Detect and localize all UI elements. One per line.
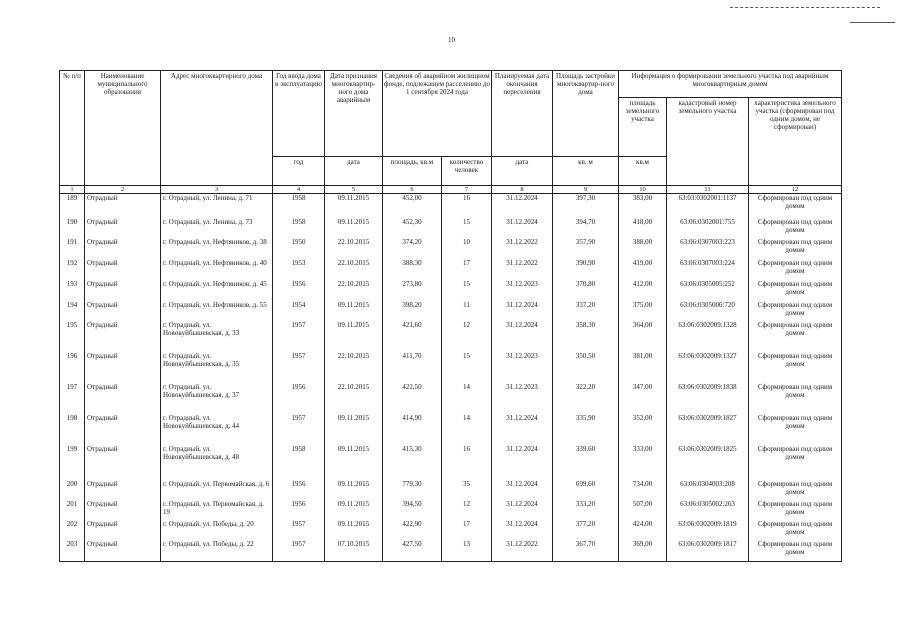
- row-municipality: Отрадный: [85, 301, 161, 321]
- row-year: 1957: [273, 520, 325, 540]
- page-number: 10: [448, 36, 455, 44]
- row-end-date: 31.12.2024: [492, 321, 553, 352]
- row-characteristic: Сформирован под одним домом: [749, 352, 842, 383]
- row-cadastral: 63:06:0302001:755: [667, 218, 749, 238]
- row-area: 422,90: [383, 520, 442, 540]
- row-people: 15: [442, 352, 492, 383]
- row-cadastral: 63:06:0305006:720: [667, 301, 749, 321]
- row-people: 11: [442, 301, 492, 321]
- row-number: 196: [60, 352, 85, 383]
- colnum: 1: [60, 186, 85, 194]
- colnum: 6: [383, 186, 442, 194]
- row-number: 200: [60, 480, 85, 500]
- row-date: 22.10.2015: [325, 259, 383, 280]
- row-people: 14: [442, 383, 492, 414]
- row-people: 12: [442, 500, 492, 520]
- row-area: 452,30: [383, 218, 442, 238]
- row-end-date: 31.12.2024: [492, 218, 553, 238]
- row-area: 388,30: [383, 259, 442, 280]
- table-row: [60, 194, 842, 218]
- row-address: г. Отрадный, ул. Победы, д. 22: [161, 540, 273, 562]
- row-number: 203: [60, 540, 85, 562]
- row-municipality: Отрадный: [85, 280, 161, 301]
- row-address: г. Отрадный, ул. Первомайская, д. 19: [161, 500, 273, 520]
- row-date: 22.10.2015: [325, 352, 383, 383]
- row-municipality: Отрадный: [85, 238, 161, 259]
- row-municipality: Отрадный: [85, 480, 161, 500]
- table-row: [60, 301, 842, 321]
- row-characteristic: Сформирован под одним домом: [749, 500, 842, 520]
- colnum: 12: [749, 186, 842, 194]
- row-address: г. Отрадный, ул. Ленина, д. 71: [161, 194, 273, 218]
- row-municipality: Отрадный: [85, 383, 161, 414]
- row-characteristic: Сформирован под одним домом: [749, 321, 842, 352]
- row-date: 09.11.2015: [325, 414, 383, 445]
- row-cadastral: 63:06:0302009:1825: [667, 445, 749, 480]
- row-area: 273,80: [383, 280, 442, 301]
- row-municipality: Отрадный: [85, 352, 161, 383]
- row-date: 09.11.2015: [325, 520, 383, 540]
- row-cadastral: 63:06:0302009:1327: [667, 352, 749, 383]
- row-year: 1958: [273, 445, 325, 480]
- row-end-date: 31.12.2024: [492, 301, 553, 321]
- unit-people: количество человек: [442, 157, 492, 186]
- row-people: 15: [442, 218, 492, 238]
- row-address: г. Отрадный, ул. Нефтяников, д. 55: [161, 301, 273, 321]
- row-municipality: Отрадный: [85, 540, 161, 562]
- table-row: [60, 414, 842, 445]
- row-cadastral: 63:06:0307003:224: [667, 259, 749, 280]
- row-date: 07.10.2015: [325, 540, 383, 562]
- row-year: 1957: [273, 414, 325, 445]
- table-row: [60, 280, 842, 301]
- row-build-area: 390,90: [553, 259, 619, 280]
- row-land-area: 352,00: [619, 414, 667, 445]
- row-area: 411,70: [383, 352, 442, 383]
- row-address: г. Отрадный, ул. Победы, д. 20: [161, 520, 273, 540]
- row-cadastral: 63:06:0302009:1817: [667, 540, 749, 562]
- row-area: 779,30: [383, 480, 442, 500]
- row-build-area: 357,90: [553, 238, 619, 259]
- row-number: 189: [60, 194, 85, 218]
- row-land-area: 419,00: [619, 259, 667, 280]
- row-number: 197: [60, 383, 85, 414]
- row-area: 452,00: [383, 194, 442, 218]
- row-land-area: 418,00: [619, 218, 667, 238]
- row-land-area: 383,00: [619, 194, 667, 218]
- row-end-date: 31.12.2024: [492, 500, 553, 520]
- row-people: 16: [442, 445, 492, 480]
- row-end-date: 31.12.2024: [492, 445, 553, 480]
- row-year: 1950: [273, 238, 325, 259]
- header-end-date: Планируемая дата окончания переселения: [492, 71, 553, 157]
- row-area: 374,20: [383, 238, 442, 259]
- row-cadastral: 63:06:0305005:252: [667, 280, 749, 301]
- row-number: 198: [60, 414, 85, 445]
- colnum: 3: [161, 186, 273, 194]
- row-date: 09.11.2015: [325, 480, 383, 500]
- row-year: 1958: [273, 218, 325, 238]
- row-land-area: 333,00: [619, 445, 667, 480]
- row-build-area: 322,20: [553, 383, 619, 414]
- row-characteristic: Сформирован под одним домом: [749, 238, 842, 259]
- colnum: 11: [667, 186, 749, 194]
- row-build-area: 699,60: [553, 480, 619, 500]
- row-end-date: 31.12.2022: [492, 259, 553, 280]
- row-build-area: 377,20: [553, 520, 619, 540]
- unit-build-area: кв. м: [553, 157, 619, 186]
- row-end-date: 31.12.2024: [492, 194, 553, 218]
- row-area: 422,50: [383, 383, 442, 414]
- row-year: 1956: [273, 383, 325, 414]
- row-date: 09.11.2015: [325, 194, 383, 218]
- header-emergency-fund: Сведения об аварийном жилищном фонде, подлежащем расселению до 1 сентября 2024 года: [383, 71, 492, 157]
- row-people: 14: [442, 414, 492, 445]
- row-end-date: 31.12.2024: [492, 520, 553, 540]
- row-date: 09.11.2015: [325, 500, 383, 520]
- table-row: [60, 218, 842, 238]
- row-build-area: 370,80: [553, 280, 619, 301]
- row-area: 427,50: [383, 540, 442, 562]
- row-date: 22.10.2015: [325, 280, 383, 301]
- row-municipality: Отрадный: [85, 520, 161, 540]
- row-address: г. Отрадный, ул. Новокуйбышевская, д. 33: [161, 321, 273, 352]
- row-characteristic: Сформирован под одним домом: [749, 445, 842, 480]
- row-people: 35: [442, 480, 492, 500]
- row-area: 394,50: [383, 500, 442, 520]
- header-land-area: площадь земельного участка: [619, 98, 667, 157]
- header-land-info: Информация о формировании земельного участка под аварийным многоквартирным домом: [619, 71, 842, 98]
- row-people: 16: [442, 194, 492, 218]
- table-row: [60, 383, 842, 414]
- row-cadastral: 63:06:0307003:223: [667, 238, 749, 259]
- row-number: 199: [60, 445, 85, 480]
- row-characteristic: Сформирован под одним домом: [749, 414, 842, 445]
- row-number: 201: [60, 500, 85, 520]
- row-land-area: 734,00: [619, 480, 667, 500]
- colnum: 7: [442, 186, 492, 194]
- unit-area: площадь, кв.м: [383, 157, 442, 186]
- row-end-date: 31.12.2024: [492, 480, 553, 500]
- row-date: 22.10.2015: [325, 238, 383, 259]
- row-cadastral: 63:06:0302009:1827: [667, 414, 749, 445]
- row-year: 1957: [273, 352, 325, 383]
- top-rule-short: [850, 22, 895, 23]
- row-number: 202: [60, 520, 85, 540]
- row-municipality: Отрадный: [85, 218, 161, 238]
- table-row: [60, 445, 842, 480]
- top-rule: [730, 7, 880, 8]
- unit-land-area: кв.м: [619, 157, 667, 186]
- colnum: 9: [553, 186, 619, 194]
- row-build-area: 358,30: [553, 321, 619, 352]
- row-land-area: 507,00: [619, 500, 667, 520]
- colnum: 4: [273, 186, 325, 194]
- row-area: 414,90: [383, 414, 442, 445]
- row-number: 195: [60, 321, 85, 352]
- row-characteristic: Сформирован под одним домом: [749, 259, 842, 280]
- row-area: 398,20: [383, 301, 442, 321]
- row-number: 190: [60, 218, 85, 238]
- row-characteristic: Сформирован под одним домом: [749, 280, 842, 301]
- row-characteristic: Сформирован под одним домом: [749, 194, 842, 218]
- table-row: [60, 259, 842, 280]
- row-characteristic: Сформирован под одним домом: [749, 301, 842, 321]
- unit-year: год: [273, 157, 325, 186]
- row-cadastral: 63:06:0302009:1819: [667, 520, 749, 540]
- row-cadastral: 63:03:0302001:1137: [667, 194, 749, 218]
- row-build-area: 337,20: [553, 301, 619, 321]
- table-body: [60, 194, 842, 562]
- header-address: Адрес многоквартирного дома: [161, 71, 273, 186]
- row-build-area: 367,70: [553, 540, 619, 562]
- row-area: 415,30: [383, 445, 442, 480]
- row-number: 193: [60, 280, 85, 301]
- header-cadastral: кадастровый номер земельного участка: [667, 98, 749, 186]
- row-year: 1957: [273, 540, 325, 562]
- row-end-date: 31.12.2023: [492, 383, 553, 414]
- row-cadastral: 63:06:0305002:263: [667, 500, 749, 520]
- row-municipality: Отрадный: [85, 194, 161, 218]
- row-end-date: 31.12.2022: [492, 238, 553, 259]
- table-row: [60, 500, 842, 520]
- row-year: 1956: [273, 500, 325, 520]
- row-people: 13: [442, 540, 492, 562]
- table-row: [60, 480, 842, 500]
- row-year: 1953: [273, 259, 325, 280]
- row-year: 1956: [273, 280, 325, 301]
- row-date: 22.10.2015: [325, 383, 383, 414]
- row-characteristic: Сформирован под одним домом: [749, 480, 842, 500]
- row-people: 15: [442, 280, 492, 301]
- row-municipality: Отрадный: [85, 445, 161, 480]
- row-land-area: 369,00: [619, 540, 667, 562]
- row-build-area: 335,90: [553, 414, 619, 445]
- row-area: 421,60: [383, 321, 442, 352]
- row-year: 1958: [273, 194, 325, 218]
- row-address: г. Отрадный, ул. Нефтяников, д. 40: [161, 259, 273, 280]
- row-people: 17: [442, 520, 492, 540]
- row-address: г. Отрадный, ул. Новокуйбышевская, д. 37: [161, 383, 273, 414]
- colnum: 10: [619, 186, 667, 194]
- row-cadastral: 63:06:0304003:208: [667, 480, 749, 500]
- colnum: 2: [85, 186, 161, 194]
- row-municipality: Отрадный: [85, 414, 161, 445]
- row-land-area: 388,00: [619, 238, 667, 259]
- row-number: 192: [60, 259, 85, 280]
- header-land-char: характеристика земельного участка (сформирован под одним домом, не сформирован): [749, 98, 842, 186]
- row-build-area: 339,60: [553, 445, 619, 480]
- row-address: г. Отрадный, ул. Ленина, д. 73: [161, 218, 273, 238]
- row-land-area: 381,00: [619, 352, 667, 383]
- row-land-area: 364,00: [619, 321, 667, 352]
- row-year: 1957: [273, 321, 325, 352]
- row-cadastral: 63:06:0302009:1328: [667, 321, 749, 352]
- unit-end-date: дата: [492, 157, 553, 186]
- row-address: г. Отрадный, ул. Новокуйбышевская, д. 35: [161, 352, 273, 383]
- row-year: 1954: [273, 301, 325, 321]
- row-address: г. Отрадный, ул. Новокуйбышевская, д. 44: [161, 414, 273, 445]
- row-characteristic: Сформирован под одним домом: [749, 383, 842, 414]
- housing-table: [59, 70, 842, 562]
- header-date-recognition: Дата признания многоквартир-ного дома аварийным: [325, 71, 383, 157]
- colnum: 8: [492, 186, 553, 194]
- row-year: 1956: [273, 480, 325, 500]
- header-number: № п/п: [60, 71, 85, 186]
- row-date: 09.11.2015: [325, 301, 383, 321]
- header-municipality: Наименование муниципального образования: [85, 71, 161, 186]
- row-land-area: 375,00: [619, 301, 667, 321]
- table-row: [60, 352, 842, 383]
- row-date: 09.11.2015: [325, 321, 383, 352]
- row-land-area: 412,00: [619, 280, 667, 301]
- row-people: 10: [442, 238, 492, 259]
- row-date: 09.11.2015: [325, 445, 383, 480]
- row-build-area: 333,20: [553, 500, 619, 520]
- header-building-area: Площадь застройки многоквартир-ного дома: [553, 71, 619, 157]
- row-people: 12: [442, 321, 492, 352]
- table-row: [60, 321, 842, 352]
- row-build-area: 350,50: [553, 352, 619, 383]
- table-row: [60, 540, 842, 562]
- row-municipality: Отрадный: [85, 259, 161, 280]
- table-row: [60, 520, 842, 540]
- row-end-date: 31.12.2023: [492, 352, 553, 383]
- row-number: 191: [60, 238, 85, 259]
- row-build-area: 397,30: [553, 194, 619, 218]
- row-municipality: Отрадный: [85, 321, 161, 352]
- row-characteristic: Сформирован под одним домом: [749, 540, 842, 562]
- row-date: 09.11.2015: [325, 218, 383, 238]
- row-end-date: 31.12.2024: [492, 414, 553, 445]
- row-cadastral: 63:06:0302009:1838: [667, 383, 749, 414]
- row-characteristic: Сформирован под одним домом: [749, 218, 842, 238]
- header-year: Год ввода дома в эксплуатацию: [273, 71, 325, 157]
- row-build-area: 394,70: [553, 218, 619, 238]
- row-municipality: Отрадный: [85, 500, 161, 520]
- unit-date: дата: [325, 157, 383, 186]
- row-characteristic: Сформирован под одним домом: [749, 520, 842, 540]
- row-people: 17: [442, 259, 492, 280]
- row-land-area: 347,00: [619, 383, 667, 414]
- row-number: 194: [60, 301, 85, 321]
- colnum: 5: [325, 186, 383, 194]
- row-land-area: 424,00: [619, 520, 667, 540]
- row-address: г. Отрадный, ул. Первомайская, д. 6: [161, 480, 273, 500]
- row-address: г. Отрадный, ул. Нефтяников, д. 45: [161, 280, 273, 301]
- table-row: [60, 238, 842, 259]
- row-address: г. Отрадный, ул. Новокуйбышевская, д. 48: [161, 445, 273, 480]
- row-address: г. Отрадный, ул. Нефтяников, д. 38: [161, 238, 273, 259]
- row-end-date: 31.12.2022: [492, 540, 553, 562]
- row-end-date: 31.12.2023: [492, 280, 553, 301]
